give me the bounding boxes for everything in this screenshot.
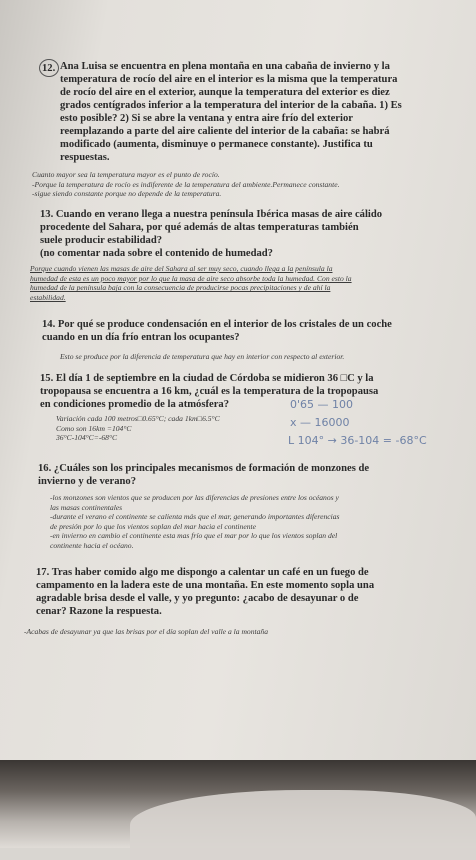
handwritten-calc-3: L 104° → 36-104 = -68°C <box>288 434 427 447</box>
question-17-text: 17. Tras haber comido algo me dispongo a calentar un café en un fuego de campamento en la ladera este de una montaña. En este momento sopla una agradable brisa desde el valle, y yo pregunto: ¿acabo de desayunar o de cenar? Razone la respuesta. <box>36 567 375 617</box>
question-12-text: Ana Luisa se encuentra en plena montaña en una cabaña de invierno y la temperatura de rocío del aire en el interior es la misma que la temperatura de rocío del aire en el exterior, aunque la temperatura del exterior es diez grados centígrados inferior a la temperatura del interior de la cabaña. 1) Es esto posible? 2) Si se abre la ventana y entra aire frío del exterior reemplazando a parte del aire caliente del interior de la cabaña: se habrá modificado (aumenta, disminuye o permanece constante). Justifica tu respuestas. <box>60 61 402 163</box>
question-13-text: 13. Cuando en verano llega a nuestra península Ibérica masas de aire cálido procedente del Sahara, por qué además de altas temperaturas también suele producir estabilidad? (no comentar nada sobre el contenido de humedad? <box>40 209 383 259</box>
question-16-text: 16. ¿Cuáles son los principales mecanismos de formación de monzones de invierno y de verano? <box>38 463 370 487</box>
question-14-answer: Esto se produce por la diferencia de temperatura que hay en interior con respecto al exterior. <box>60 352 345 361</box>
question-14-text: 14. Por qué se produce condensación en el interior de los cristales de un coche cuando en un día frío entran los ocupantes? <box>42 319 392 343</box>
question-17-answer: -Acabas de desayunar ya que las brisas por el día soplan del valle a la montaña <box>24 627 269 636</box>
handwritten-calc-1: 0'65 — 100 <box>290 398 354 411</box>
handwritten-calc-2: x — 16000 <box>290 416 350 429</box>
question-16-answer: -los monzones son vientos que se producen por las diferencias de presiones entre los océanos y las masas continentales -durante el verano el continente se calienta más que el mar, generando importantes diferencias de presión por lo que los vientos soplan del mar hacia el continente -en invierno en cambio el continente esta mas frío que el mar por lo que los vientos soplan del continente hacia el océano. <box>50 493 340 550</box>
question-13-answer: Porque cuando vienen las masas de aire del Sahara al ser muy seco, cuando llega a la península la humedad de esta es un poco mayor por lo que la masa de aire seco absorbe toda la humedad. Con esto la humedad de la península baja con la consecuencia de producirse pocas precipitaciones y de ahí la estabilidad. <box>30 264 352 302</box>
question-15-text: 15. El día 1 de septiembre en la ciudad de Córdoba se midieron 36 □C y la tropopausa se encuentra a 16 km, ¿cuál es la temperatura de la tropopausa en condiciones promedio de la atmósfera? <box>40 373 379 410</box>
question-12-answer: Cuanto mayor sea la temperatura mayor es el punto de rocío. -Porque la temperatura de rocío es indiferente de la temperatura del ambiente.Permanece constante. -sigue siendo constante porque no depende de la temperatura. <box>32 170 340 199</box>
question-12-number: 12. <box>42 63 56 74</box>
question-15-answer: Variación cada 100 metros□0.65°C; cada 1km□6.5°C Como son 16km =104°C 36°C-104°C=-68°C <box>56 414 220 443</box>
fabric-object <box>130 790 476 860</box>
